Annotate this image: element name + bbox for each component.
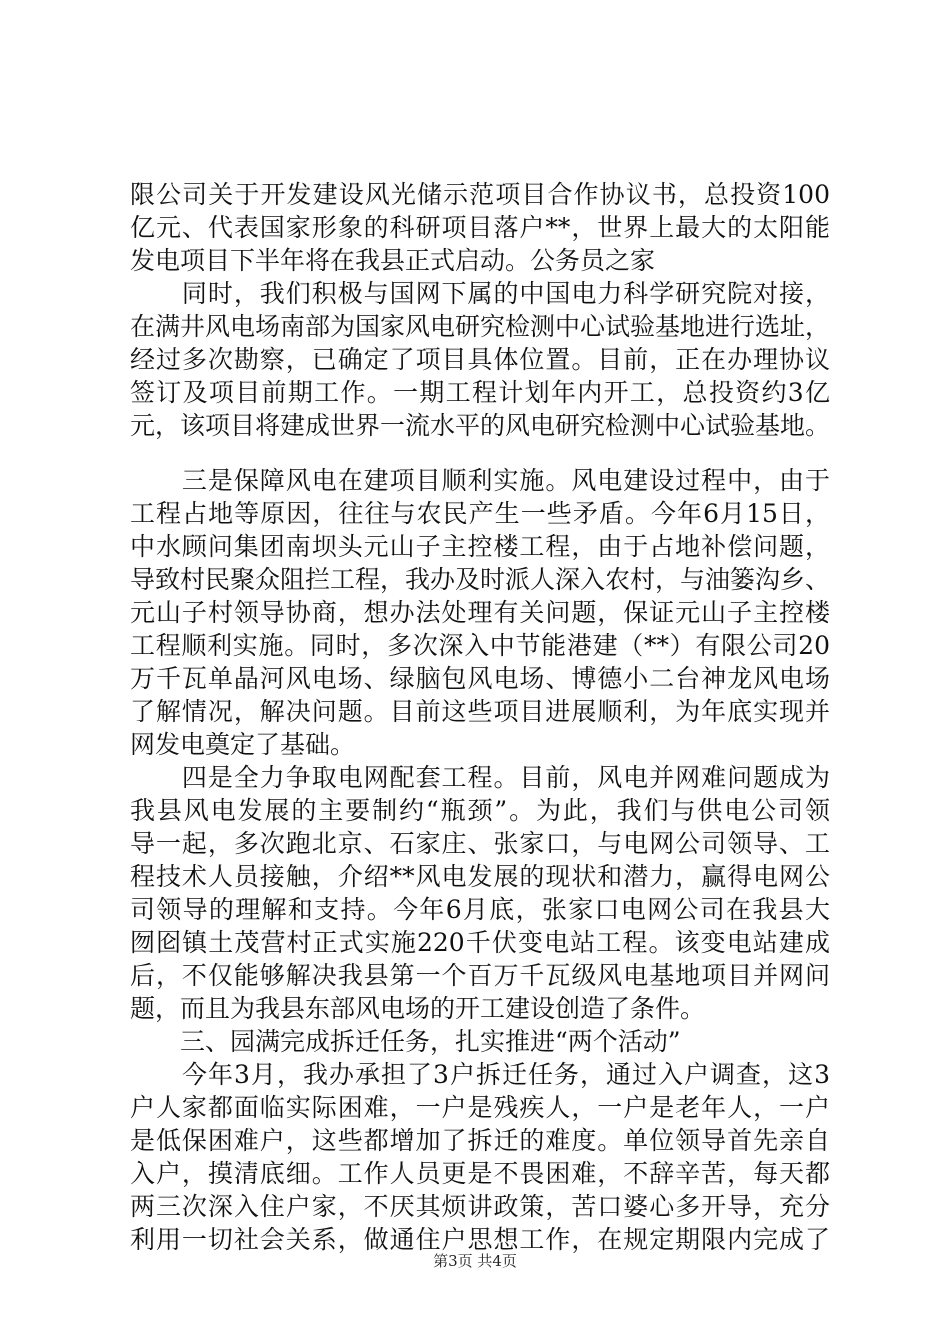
text-line: 我县风电发展的主要制约“瓶颈”。为此，我们与供电公司领	[130, 796, 830, 825]
text-line: 是低保困难户，这些都增加了拆迁的难度。单位领导首先亲自	[130, 1126, 830, 1155]
text-line: 限公司关于开发建设风光储示范项目合作协议书，总投资100	[130, 180, 830, 209]
text-line: 后，不仅能够解决我县第一个百万千瓦级风电基地项目并网问	[130, 961, 830, 990]
text-line: 工程占地等原因，往往与农民产生一些矛盾。今年6月15日，	[130, 499, 830, 528]
text-line: 万千瓦单晶河风电场、绿脑包风电场、博德小二台神龙风电场	[130, 664, 830, 693]
text-line: 程技术人员接触，介绍**风电发展的现状和潜力，赢得电网公	[130, 862, 830, 891]
text-line: 经过多次勘察，已确定了项目具体位置。目前，正在办理协议	[130, 345, 830, 374]
text-line: 三是保障风电在建项目顺利实施。风电建设过程中，由于	[130, 466, 830, 495]
text-line: 导致村民聚众阻拦工程，我办及时派人深入农村，与油篓沟乡、	[130, 565, 831, 594]
text-line: 囫囵镇土茂营村正式实施220千伏变电站工程。该变电站建成	[130, 928, 830, 957]
text-line: 利用一切社会关系，做通住户思想工作，在规定期限内完成了	[130, 1225, 830, 1254]
text-line: 元山子村领导协商，想办法处理有关问题，保证元山子主控楼	[130, 598, 830, 627]
text-line: 在满井风电场南部为国家风电研究检测中心试验基地进行选址，	[130, 312, 831, 341]
text-line: 亿元、代表国家形象的科研项目落户**，世界上最大的太阳能	[130, 213, 830, 242]
text-line: 工程顺利实施。同时，多次深入中节能港建（**）有限公司20	[130, 631, 830, 660]
text-line: 签订及项目前期工作。一期工程计划年内开工，总投资约3亿	[130, 378, 830, 407]
text-line: 同时，我们积极与国网下属的中国电力科学研究院对接，	[130, 279, 830, 308]
text-line: 题，而且为我县东部风电场的开工建设创造了条件。	[130, 994, 706, 1023]
text-line: 入户，摸清底细。工作人员更是不畏困难，不辞辛苦，每天都	[130, 1159, 830, 1188]
text-line: 四是全力争取电网配套工程。目前，风电并网难问题成为	[130, 763, 830, 792]
text-line: 三、园满完成拆迁任务，扎实推进“两个活动”	[130, 1027, 681, 1056]
text-line: 今年3月，我办承担了3户拆迁任务，通过入户调查，这3	[130, 1060, 830, 1089]
document-body	[130, 178, 830, 1256]
paragraph-block-2	[130, 464, 830, 1256]
paragraph-block-1	[130, 178, 830, 442]
paragraph-gap	[130, 442, 830, 464]
text-line: 中水顾问集团南坝头元山子主控楼工程，由于占地补偿问题，	[130, 532, 830, 561]
text-line: 发电项目下半年将在我县正式启动。公务员之家	[130, 246, 656, 275]
text-line: 司领导的理解和支持。今年6月底，张家口电网公司在我县大	[130, 895, 830, 924]
page-footer: 第3页 共4页	[433, 1252, 517, 1270]
text-line: 户人家都面临实际困难，一户是残疾人，一户是老年人，一户	[130, 1093, 830, 1122]
text-line: 了解情况，解决问题。目前这些项目进展顺利，为年底实现并	[130, 697, 830, 726]
text-line: 网发电奠定了基础。	[130, 730, 356, 759]
text-line: 两三次深入住户家，不厌其烦讲政策，苦口婆心多开导，充分	[130, 1192, 830, 1221]
text-line: 元，该项目将建成世界一流水平的风电研究检测中心试验基地。	[130, 411, 831, 440]
text-line: 导一起，多次跑北京、石家庄、张家口，与电网公司领导、工	[130, 829, 830, 858]
